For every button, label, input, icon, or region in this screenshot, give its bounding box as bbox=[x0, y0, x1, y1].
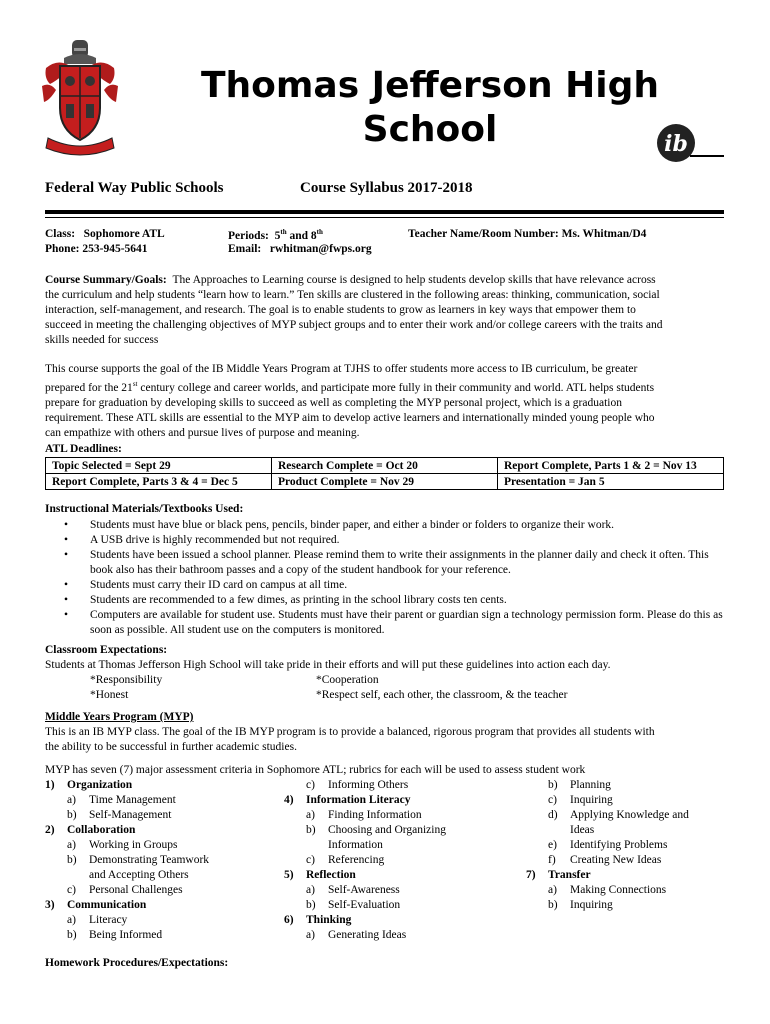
criteria-item-text: Applying Knowledge and bbox=[570, 809, 689, 821]
criteria-column-2 bbox=[284, 778, 446, 943]
criteria-item-text: Generating Ideas bbox=[328, 929, 407, 941]
criteria-item-number: a) bbox=[67, 794, 76, 806]
criteria-item bbox=[526, 778, 689, 793]
criteria-item-text: Inquiring bbox=[570, 899, 613, 911]
criteria-item bbox=[526, 868, 689, 883]
criteria-item bbox=[45, 823, 209, 838]
criteria-item-number: c) bbox=[548, 794, 557, 806]
criteria-item-number: a) bbox=[306, 809, 315, 821]
myp-line-2: the ability to be successful in further academic studies. bbox=[45, 741, 297, 753]
table-cell: Presentation = Jan 5 bbox=[498, 474, 724, 490]
table-cell: Report Complete, Parts 3 & 4 = Dec 5 bbox=[46, 474, 272, 490]
table-cell: Product Complete = Nov 29 bbox=[272, 474, 498, 490]
criteria-item-text: Working in Groups bbox=[89, 839, 178, 851]
criteria-item-number: c) bbox=[306, 854, 315, 866]
header-divider-thin bbox=[45, 217, 724, 218]
criteria-item-number: e) bbox=[548, 839, 557, 851]
criteria-item bbox=[526, 853, 689, 868]
criteria-item-text: Transfer bbox=[548, 869, 591, 881]
header-divider-thick bbox=[45, 210, 724, 214]
criteria-item-text: Creating New Ideas bbox=[570, 854, 662, 866]
table-row bbox=[46, 458, 724, 474]
list-item: • Students have been issued a school planner. Please remind them to write their assignments in the planner daily and check it often. This book also has their bathroom passes and a copy of the student handbook for your reference. bbox=[64, 548, 724, 578]
criteria-item-text: Making Connections bbox=[570, 884, 667, 896]
support-line-3: prepare for graduation by developing skills to succeed as well as completing the MYP personal project, which is a graduation bbox=[45, 396, 622, 409]
criteria-item bbox=[284, 868, 446, 883]
criteria-item-text: Being Informed bbox=[89, 929, 163, 941]
syllabus-title: Course Syllabus 2017-2018 bbox=[300, 180, 473, 196]
criteria-item bbox=[284, 853, 446, 868]
criteria-item-text: Personal Challenges bbox=[89, 884, 183, 896]
criteria-item-text: Self-Evaluation bbox=[328, 899, 401, 911]
materials-title: Instructional Materials/Textbooks Used: bbox=[45, 503, 244, 515]
criteria-item-number: b) bbox=[67, 809, 77, 821]
criteria-item-number: b) bbox=[67, 929, 77, 941]
support-paragraph bbox=[45, 362, 735, 441]
course-summary bbox=[45, 273, 735, 348]
deadlines-title: ATL Deadlines: bbox=[45, 443, 122, 455]
table-cell: Topic Selected = Sept 29 bbox=[46, 458, 272, 474]
criteria-item-number: 2) bbox=[45, 824, 55, 836]
period-a: 5 bbox=[274, 229, 281, 242]
criteria-item-text: Planning bbox=[570, 779, 611, 791]
homework-title: Homework Procedures/Expectations: bbox=[45, 957, 229, 969]
materials-list bbox=[64, 518, 724, 638]
criteria-item-number: d) bbox=[548, 809, 558, 821]
criteria-item-text: Self-Awareness bbox=[328, 884, 400, 896]
criteria-item-text: and Accepting Others bbox=[89, 869, 189, 881]
criteria-item-text: Demonstrating Teamwork bbox=[89, 854, 210, 866]
criteria-item-text: Reflection bbox=[306, 869, 356, 881]
criteria-item-number: b) bbox=[306, 824, 316, 836]
email-info bbox=[228, 243, 372, 255]
criteria-item-number: 7) bbox=[526, 869, 536, 881]
periods-label: Periods: bbox=[228, 229, 269, 242]
list-item: • Students must have blue or black pens, pencils, binder paper, and either a binder or folders to organize their work. bbox=[64, 518, 724, 533]
phone-label: Phone: bbox=[45, 243, 80, 255]
criteria-item-number: a) bbox=[548, 884, 557, 896]
myp-line-1: This is an IB MYP class. The goal of the IB MYP program is to provide a balanced, rigorous program that provides all students with bbox=[45, 726, 655, 738]
teacher-info: Teacher Name/Room Number: Ms. Whitman/D4 bbox=[408, 228, 647, 240]
criteria-item-number: c) bbox=[67, 884, 76, 896]
criteria-item-number: b) bbox=[67, 854, 77, 866]
ib-logo bbox=[656, 123, 696, 163]
list-item: • Computers are available for student use. Students must have their parent or guardian sign a technology permission form. Please do this as soon as possible. All student use on the computers is monitored. bbox=[64, 608, 724, 638]
phone-info bbox=[45, 243, 148, 255]
criteria-item-number: c) bbox=[306, 779, 315, 791]
list-item: • Students must carry their ID card on campus at all time. bbox=[64, 578, 724, 593]
criteria-item bbox=[45, 808, 209, 823]
criteria-item-text: Informing Others bbox=[328, 779, 409, 791]
class-info bbox=[45, 228, 165, 240]
criteria-item bbox=[526, 898, 689, 913]
criteria-item bbox=[526, 808, 689, 823]
criteria-item-text: Thinking bbox=[306, 914, 352, 926]
criteria-item bbox=[45, 838, 209, 853]
support-line-2a: prepared for the 21 bbox=[45, 381, 133, 394]
criteria-item-text: Referencing bbox=[328, 854, 385, 866]
criteria-item-text: Organization bbox=[67, 779, 133, 791]
support-line-1: This course supports the goal of the IB Middle Years Program at TJHS to offer students more access to IB curriculum, be greater bbox=[45, 363, 638, 375]
criteria-item-number: 1) bbox=[45, 779, 55, 791]
support-line-2-sup: st bbox=[132, 380, 138, 388]
criteria-item-number: 6) bbox=[284, 914, 294, 926]
deadlines-table bbox=[45, 457, 724, 490]
criteria-item-text: Literacy bbox=[89, 914, 128, 926]
period-a-suffix: th bbox=[280, 228, 287, 236]
criteria-item bbox=[284, 838, 446, 853]
criteria-item bbox=[45, 778, 209, 793]
ib-logo-text: ib bbox=[664, 131, 688, 157]
support-line-4: requirement. These ATL skills are essential to the MYP aim to develop active learners and internationally minded young people who bbox=[45, 411, 655, 424]
header-thin-rule bbox=[690, 155, 724, 157]
criteria-item bbox=[284, 913, 446, 928]
criteria-item-number: b) bbox=[306, 899, 316, 911]
criteria-item bbox=[45, 898, 209, 913]
support-line-2b: century college and career worlds, and participate more fully in their community and world. ATL helps students bbox=[137, 381, 655, 394]
class-label: Class: bbox=[45, 228, 76, 240]
periods-info bbox=[228, 228, 323, 242]
criteria-item bbox=[284, 823, 446, 838]
table-cell: Research Complete = Oct 20 bbox=[272, 458, 498, 474]
summary-line-4: succeed in meeting the challenging objectives of MYP subject groups and to enter their work and/or college careers with the traits and bbox=[45, 319, 663, 331]
list-item: • Students are recommended to a few dimes, as printing in the school library costs ten cents. bbox=[64, 593, 724, 608]
criteria-item-number: a) bbox=[306, 929, 315, 941]
criteria-item-number: a) bbox=[306, 884, 315, 896]
criteria-item bbox=[284, 928, 446, 943]
expectations-intro: Students at Thomas Jefferson High School will take pride in their efforts and will put these guidelines into action each day. bbox=[45, 659, 611, 671]
expectation-right-1: *Cooperation bbox=[316, 674, 379, 686]
criteria-item-number: 5) bbox=[284, 869, 294, 881]
criteria-item bbox=[45, 928, 209, 943]
school-name-title bbox=[160, 64, 700, 152]
expectation-right-2: *Respect self, each other, the classroom, & the teacher bbox=[316, 689, 568, 701]
criteria-item-number: 4) bbox=[284, 794, 294, 806]
school-name-line2: School bbox=[362, 109, 498, 150]
criteria-item-number: 3) bbox=[45, 899, 55, 911]
myp-title: Middle Years Program (MYP) bbox=[45, 711, 194, 723]
criteria-item-number: b) bbox=[548, 899, 558, 911]
criteria-item bbox=[284, 808, 446, 823]
expectation-left-2: *Honest bbox=[90, 689, 129, 701]
criteria-item-number: b) bbox=[548, 779, 558, 791]
criteria-item-text: Information bbox=[328, 839, 383, 851]
criteria-item-text: Time Management bbox=[89, 794, 176, 806]
support-line-5: can empathize with others and pursue lives of purpose and meaning. bbox=[45, 426, 360, 439]
criteria-item bbox=[284, 898, 446, 913]
criteria-item-number: a) bbox=[67, 839, 76, 851]
summary-line-1: The Approaches to Learning course is designed to help students develop skills that have relevance across bbox=[172, 274, 656, 286]
expectation-left-1: *Responsibility bbox=[90, 674, 163, 686]
criteria-item-text: Collaboration bbox=[67, 824, 136, 836]
criteria-item bbox=[45, 913, 209, 928]
period-b-suffix: th bbox=[316, 228, 323, 236]
summary-line-3: interaction, self-management, and research. The goal is to enable students to grow as learners in key ways that empower them to bbox=[45, 304, 636, 316]
criteria-item bbox=[45, 853, 209, 868]
criteria-item bbox=[526, 838, 689, 853]
criteria-column-3 bbox=[526, 778, 689, 913]
criteria-item bbox=[284, 793, 446, 808]
criteria-item bbox=[526, 823, 689, 838]
summary-line-2: the curriculum and help students “learn how to learn.” Ten skills are clustered in the following areas: thinking, communication, social bbox=[45, 289, 660, 301]
criteria-item-text: Inquiring bbox=[570, 794, 613, 806]
email-value[interactable]: rwhitman@fwps.org bbox=[269, 243, 372, 255]
expectations-title: Classroom Expectations: bbox=[45, 644, 168, 656]
phone-value: 253-945-5641 bbox=[82, 243, 148, 255]
email-label: Email: bbox=[228, 243, 262, 255]
summary-line-5: skills needed for success bbox=[45, 334, 159, 346]
criteria-item bbox=[45, 883, 209, 898]
district-name: Federal Way Public Schools bbox=[45, 180, 224, 196]
table-row bbox=[46, 474, 724, 490]
criteria-item-text: Identifying Problems bbox=[570, 839, 668, 851]
criteria-item bbox=[45, 868, 209, 883]
school-name-line1: Thomas Jefferson High bbox=[200, 65, 659, 106]
criteria-item bbox=[284, 883, 446, 898]
table-cell: Report Complete, Parts 1 & 2 = Nov 13 bbox=[498, 458, 724, 474]
myp-criteria-intro: MYP has seven (7) major assessment criteria in Sophomore ATL; rubrics for each will be used to assess student work bbox=[45, 764, 586, 776]
criteria-column-1 bbox=[45, 778, 209, 943]
summary-label: Course Summary/Goals: bbox=[45, 274, 167, 286]
criteria-item-number: f) bbox=[548, 854, 556, 866]
criteria-item bbox=[284, 778, 446, 793]
period-b: and 8 bbox=[289, 229, 317, 242]
criteria-item bbox=[45, 793, 209, 808]
school-crest-logo bbox=[40, 38, 120, 158]
class-value: Sophomore ATL bbox=[83, 228, 165, 240]
criteria-item-text: Finding Information bbox=[328, 809, 422, 821]
criteria-item-text: Choosing and Organizing bbox=[328, 824, 446, 836]
criteria-item-text: Information Literacy bbox=[306, 794, 411, 806]
criteria-item-text: Self-Management bbox=[89, 809, 172, 821]
list-item: • A USB drive is highly recommended but not required. bbox=[64, 533, 724, 548]
criteria-item-text: Communication bbox=[67, 899, 147, 911]
criteria-item-number: a) bbox=[67, 914, 76, 926]
criteria-item bbox=[526, 883, 689, 898]
criteria-item bbox=[526, 793, 689, 808]
criteria-item-text: Ideas bbox=[570, 824, 595, 836]
